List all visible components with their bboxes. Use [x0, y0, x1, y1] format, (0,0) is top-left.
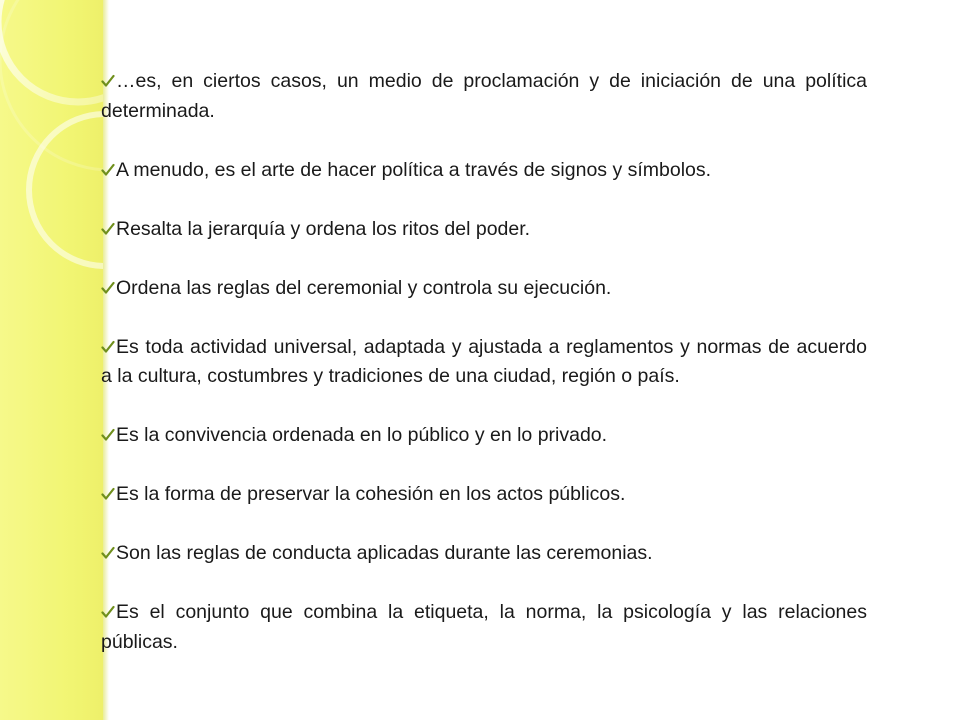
bullet-text: …es, en ciertos casos, un medio de proclamación y de iniciación de una política determinada. [101, 70, 867, 122]
bullet-item [101, 215, 867, 245]
bullet-item [101, 67, 867, 126]
checkmark-icon [101, 163, 115, 177]
bullet-item [101, 333, 867, 392]
bullet-item [101, 480, 867, 510]
bullet-item [101, 539, 867, 569]
checkmark-icon [101, 281, 115, 295]
bullet-item [101, 156, 867, 186]
checkmark-icon [101, 74, 115, 88]
checkmark-icon [101, 487, 115, 501]
checkmark-icon [101, 428, 115, 442]
bullet-item [101, 274, 867, 304]
bullet-text: Es toda actividad universal, adaptada y ajustada a reglamentos y normas de acuerdo a la cultura, costumbres y tradiciones de una ciudad, región o país. [101, 335, 867, 387]
bullet-text: Resalta la jerarquía y ordena los ritos del poder. [116, 217, 531, 240]
bullet-text: Es la forma de preservar la cohesión en los actos públicos. [116, 483, 626, 505]
decorative-rings-icon [0, 0, 103, 720]
bullet-text: Es el conjunto que combina la etiqueta, la norma, la psicología y las relaciones públicas. [101, 601, 867, 653]
bullet-item [101, 421, 867, 451]
checkmark-icon [101, 340, 115, 354]
bullet-item [101, 598, 867, 657]
checkmark-icon [101, 605, 115, 619]
bullet-text: Son las reglas de conducta aplicadas durante las ceremonias. [116, 542, 653, 564]
decorative-side-band [0, 0, 103, 720]
bullet-text: Es la convivencia ordenada en lo público y en lo privado. [116, 424, 608, 446]
checkmark-icon [101, 546, 115, 560]
bullet-list [101, 67, 867, 687]
bullet-text: Ordena las reglas del ceremonial y controla su ejecución. [116, 276, 612, 299]
checkmark-icon [101, 222, 115, 236]
bullet-text: A menudo, es el arte de hacer política a través de signos y símbolos. [116, 158, 712, 181]
